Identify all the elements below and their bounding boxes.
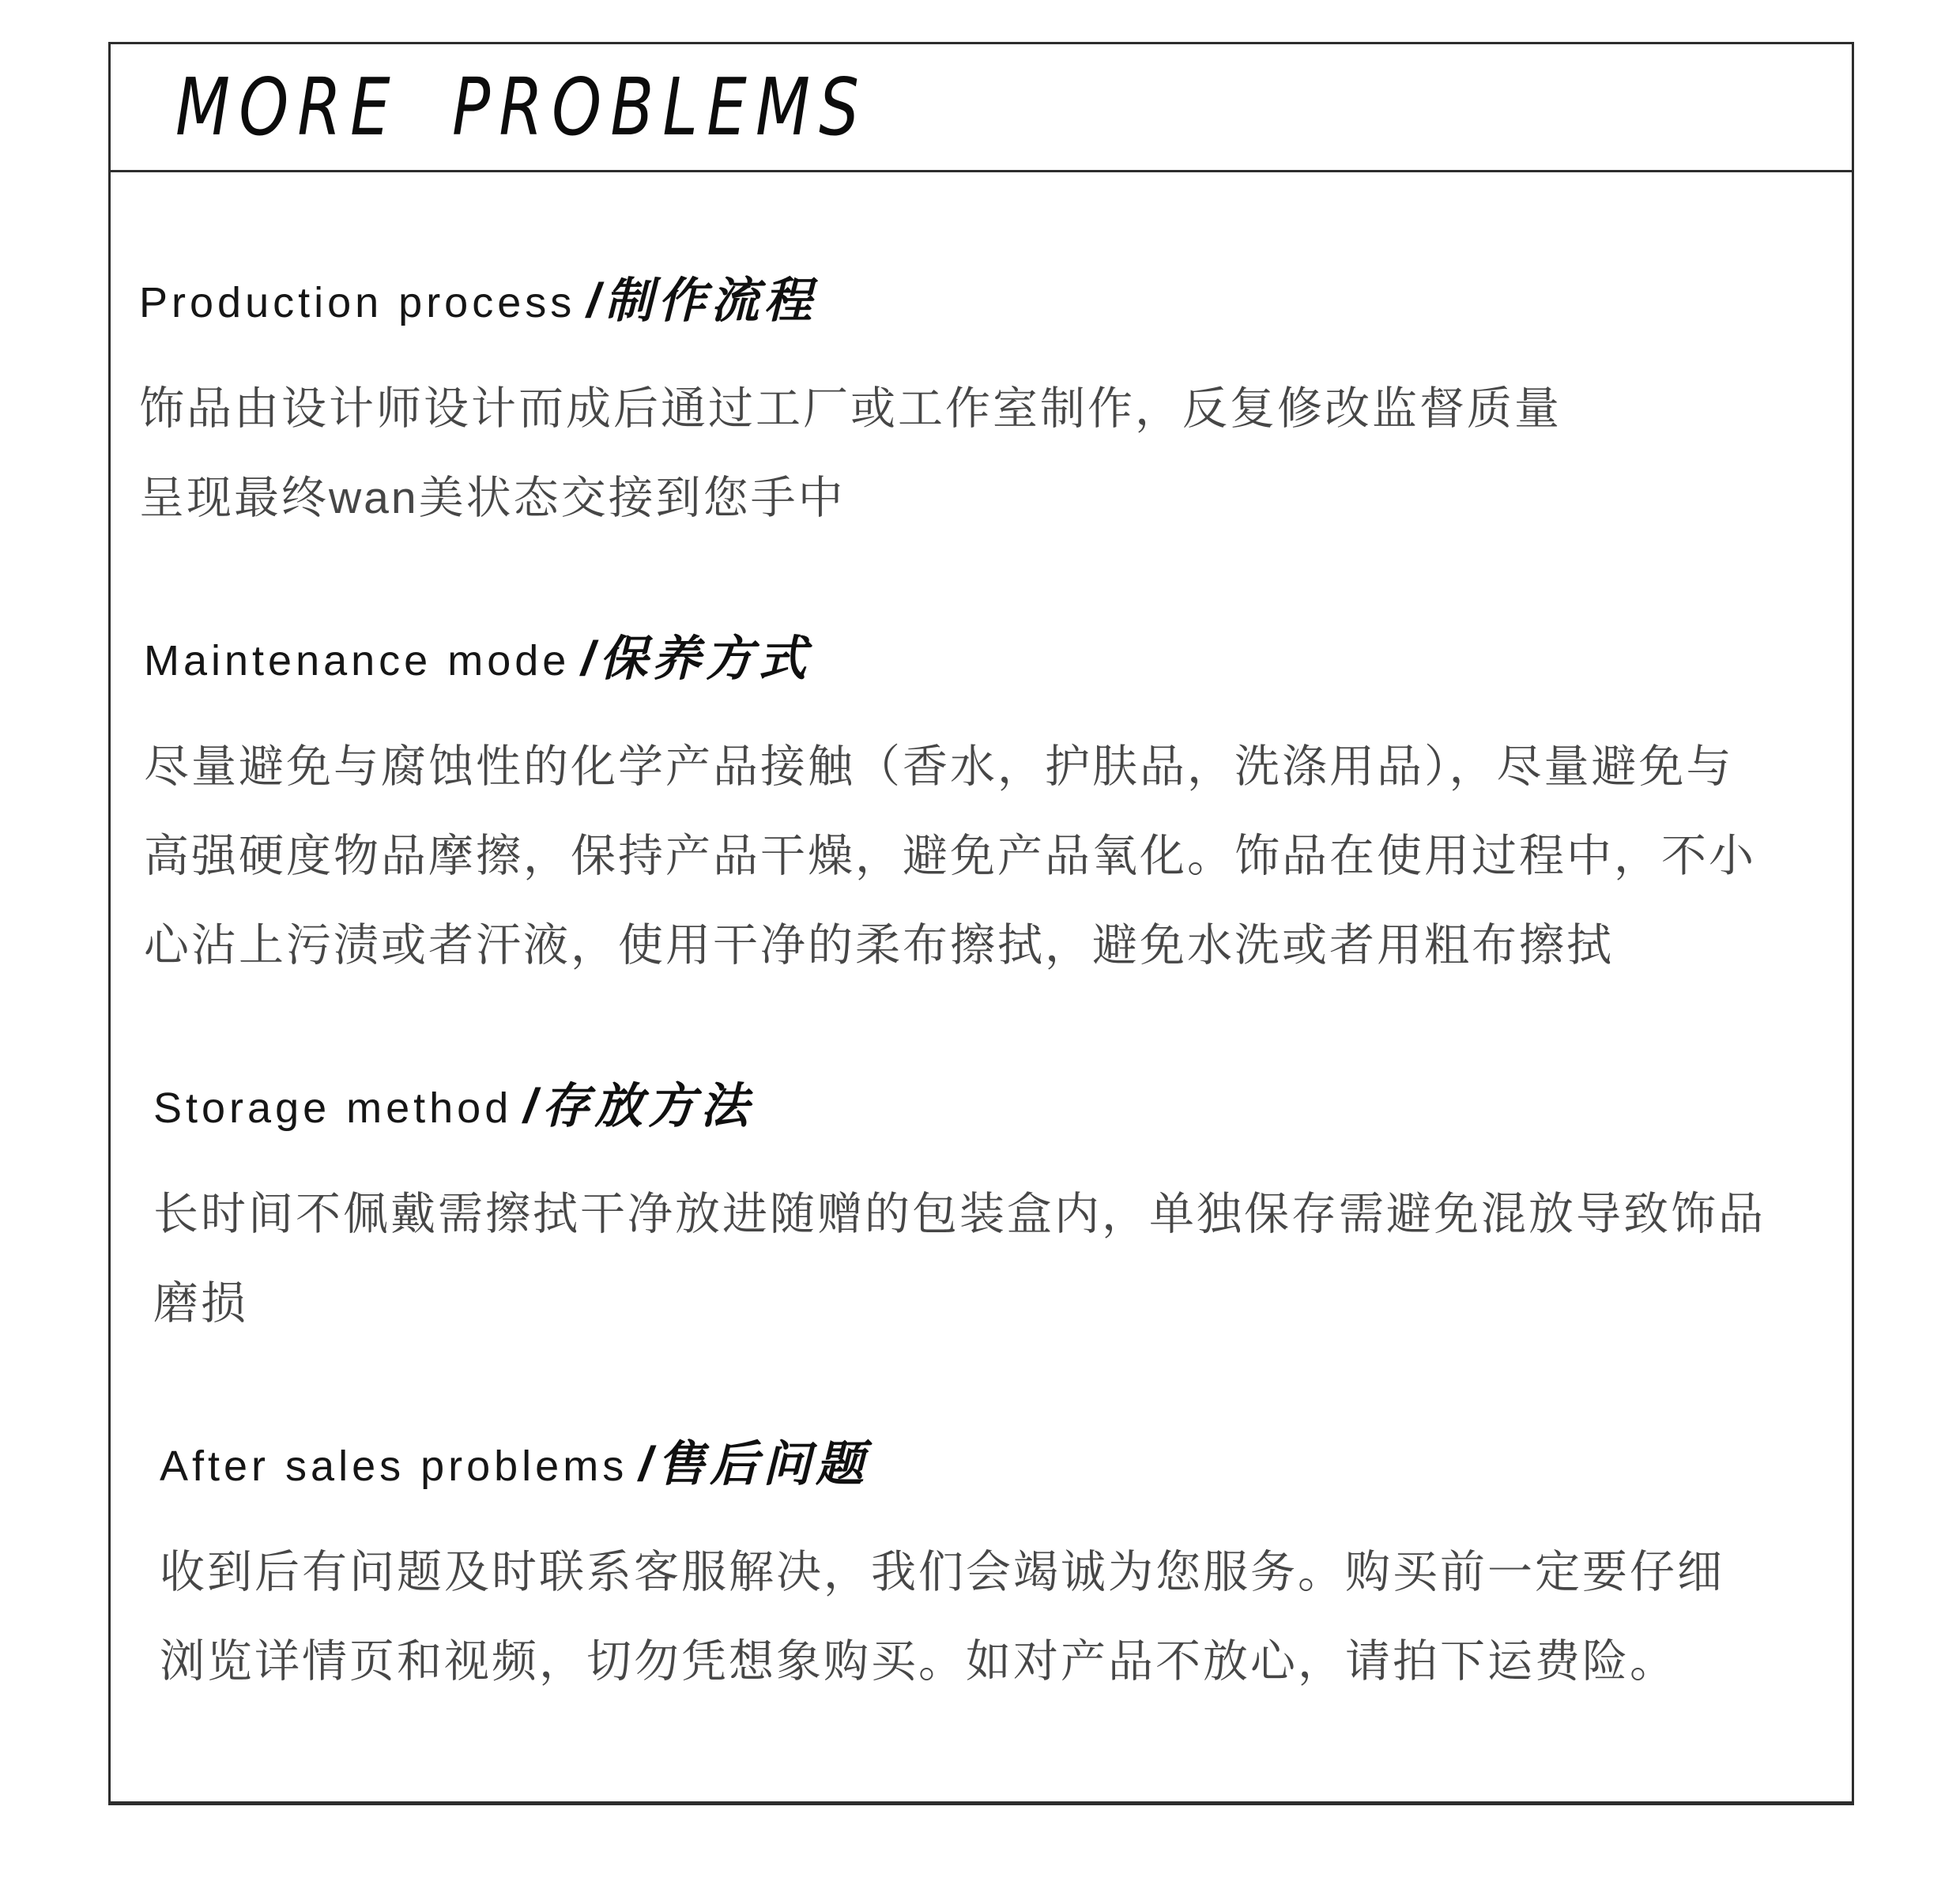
panel-title: MORE PROBLEMS bbox=[175, 61, 869, 153]
paragraph-line: 呈现最终wan美状态交接到您手中 bbox=[139, 473, 846, 523]
heading-chinese: /售后问题 bbox=[639, 1437, 869, 1491]
paragraph-line: 长时间不佩戴需擦拭干净放进随赠的包装盒内，单独保存需避免混放导致饰品 bbox=[153, 1189, 1766, 1239]
heading-english: Production process bbox=[139, 279, 576, 326]
heading-chinese: /制作流程 bbox=[586, 273, 817, 327]
section-heading bbox=[139, 273, 1852, 330]
paragraph-line: 饰品由设计师设计而成后通过工厂或工作室制作，反复修改监督质量 bbox=[139, 383, 1562, 434]
heading-english: Maintenance mode bbox=[144, 637, 571, 684]
section-after-sales-problems bbox=[111, 1437, 1852, 1706]
paragraph-line: 收到后有问题及时联系客服解决，我们会竭诚为您服务。购买前一定要仔细 bbox=[160, 1547, 1724, 1597]
section-heading bbox=[160, 1437, 1852, 1493]
panel-header bbox=[111, 44, 1852, 172]
paragraph-line: 磨损 bbox=[153, 1278, 248, 1329]
paragraph-line: 心沾上污渍或者汗液，使用干净的柔布擦拭，避免水洗或者用粗布擦拭 bbox=[144, 920, 1614, 971]
section-maintenance-mode bbox=[111, 632, 1852, 990]
section-production-process bbox=[111, 273, 1852, 543]
paragraph-line: 尽量避免与腐蚀性的化学产品接触（香水，护肤品，洗涤用品），尽量避免与 bbox=[144, 741, 1734, 792]
panel-content bbox=[111, 172, 1852, 1706]
heading-chinese: /存放方法 bbox=[523, 1079, 754, 1133]
section-storage-method bbox=[111, 1079, 1852, 1348]
heading-chinese: /保养方式 bbox=[581, 632, 812, 685]
section-heading bbox=[144, 632, 1852, 688]
heading-english: After sales problems bbox=[160, 1442, 628, 1490]
section-heading bbox=[153, 1079, 1852, 1135]
paragraph-line: 高强硬度物品摩擦，保持产品干燥，避免产品氧化。饰品在使用过程中，不小 bbox=[144, 831, 1756, 881]
heading-english: Storage method bbox=[153, 1084, 513, 1132]
paragraph-line: 浏览详情页和视频，切勿凭想象购买。如对产品不放心，请拍下运费险。 bbox=[160, 1636, 1677, 1687]
info-panel bbox=[108, 42, 1854, 1805]
